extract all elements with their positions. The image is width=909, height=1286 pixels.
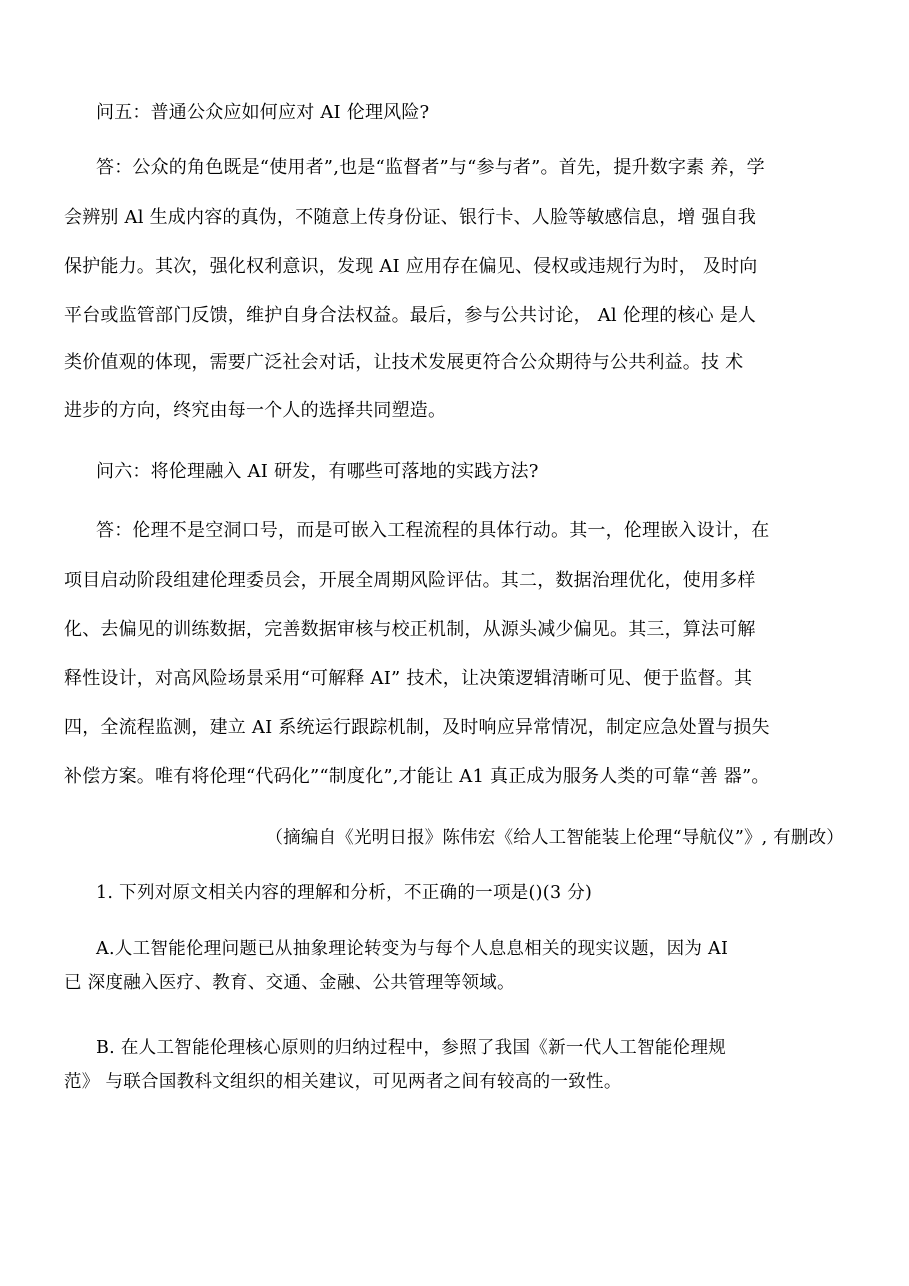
answer-six-line: 释性设计，对高风险场景采用“可解释 AI” 技术，让决策逻辑清晰可见、便于监督。其 (64, 668, 753, 689)
answer-six-line: 四，全流程监测，建立 AI 系统运行跟踪机制，及时响应异常情况，制定应急处置与损失 (64, 717, 770, 738)
question-five: 问五：普通公众应如何应对 AI 伦理风险? (96, 102, 430, 123)
option-b-line: B. 在人工智能伦理核心原则的归纳过程中，参照了我国《新一代人工智能伦理规 (96, 1038, 727, 1058)
answer-five-line: 答：公众的角色既是“使用者”,也是“监督者”与“参与者”。首先，提升数字素 养，学 (96, 157, 765, 178)
source-citation: （摘编自《光明日报》陈伟宏《给人工智能装上伦理“导航仪”》, 有删改） (265, 828, 844, 848)
answer-six-line: 答：伦理不是空洞口号，而是可嵌入工程流程的具体行动。其一，伦理嵌入设计，在 (96, 520, 770, 541)
option-a-line: A.人工智能伦理问题已从抽象理论转变为与每个人息息相关的现实议题，因为 AI (96, 939, 729, 959)
question-six: 问六：将伦理融入 AI 研发，有哪些可落地的实践方法? (96, 461, 539, 482)
answer-five-line: 会辨别 Al 生成内容的真伪，不随意上传身份证、银行卡、人脸等敏感信息，增 强自我 (64, 207, 757, 228)
option-b-line: 范》 与联合国教科文组织的相关建议，可见两者之间有较高的一致性。 (64, 1072, 622, 1092)
answer-five-line: 保护能力。其次，强化权利意识，发现 AI 应用存在偏见、侵权或违规行为时， 及时向 (64, 256, 758, 277)
answer-five-line: 类价值观的体现，需要广泛社会对话，让技术发展更符合公众期待与公共利益。技 术 (64, 352, 744, 373)
answer-six-line: 项目启动阶段组建伦理委员会，开展全周期风险评估。其二，数据治理优化，使用多样 (64, 570, 756, 591)
answer-six-line: 补偿方案。唯有将伦理“代码化”“制度化”,才能让 A1 真正成为服务人类的可靠“善 器”。 (64, 766, 770, 787)
answer-five-line: 平台或监管部门反馈，维护自身合法权益。最后，参与公共讨论， Al 伦理的核心 是人 (64, 305, 757, 326)
option-a-line: 已 深度融入医疗、教育、交通、金融、公共管理等领域。 (64, 973, 515, 993)
question-one-stem: 1. 下列对原文相关内容的理解和分析，不正确的一项是()(3 分) (96, 883, 593, 903)
answer-five-line: 进步的方向，终究由每一个人的选择共同塑造。 (64, 400, 447, 421)
answer-six-line: 化、去偏见的训练数据，完善数据审核与校正机制，从源头减少偏见。其三，算法可解 (64, 619, 756, 640)
